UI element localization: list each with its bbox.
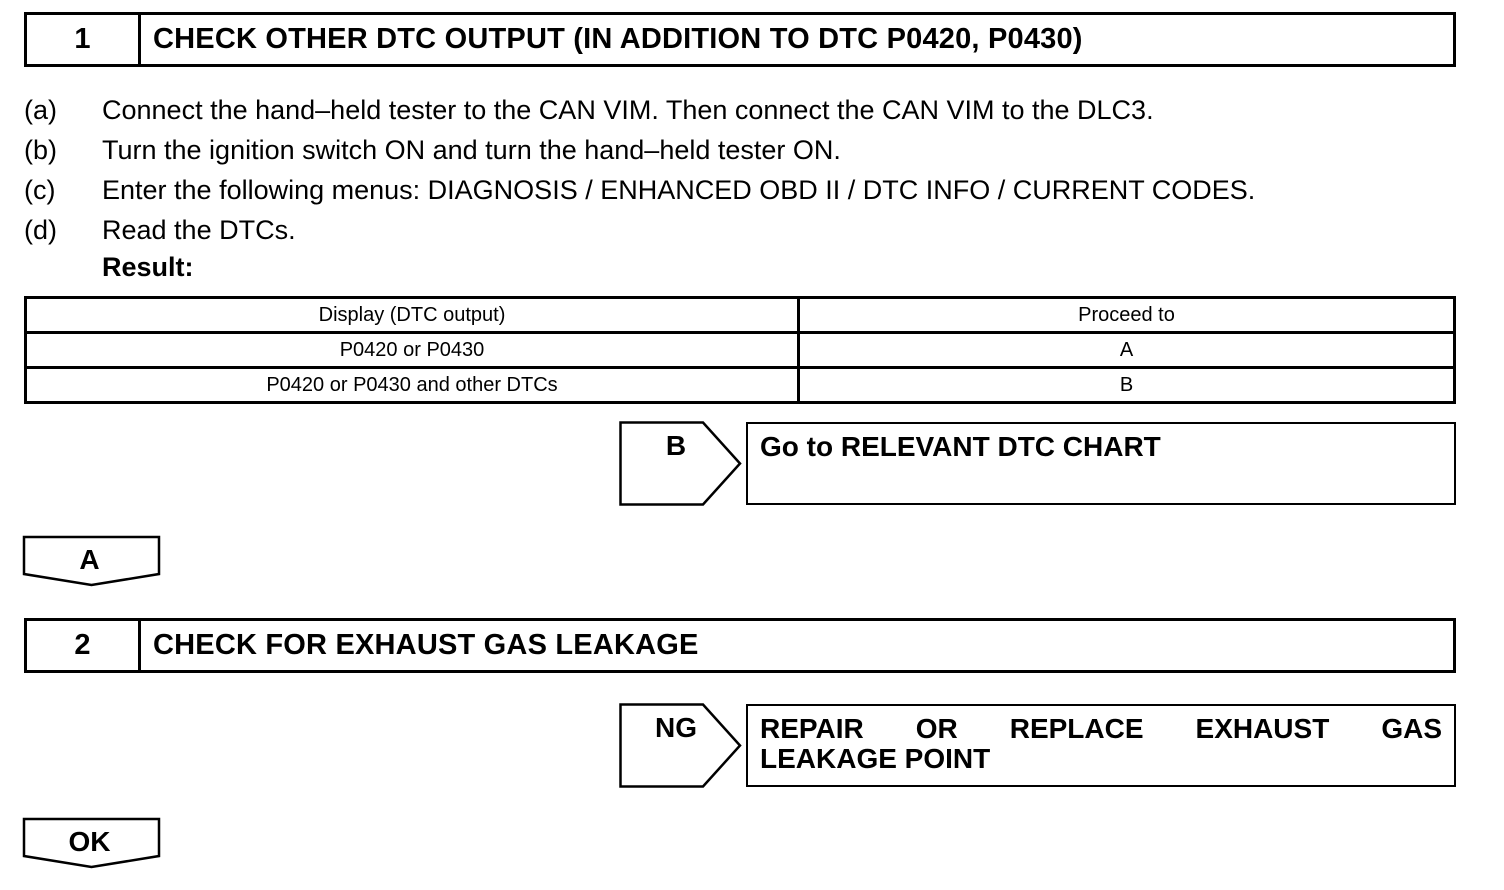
instruction-d bbox=[24, 210, 1484, 250]
instruction-text: Connect the hand–held tester to the CAN VIM. Then connect the CAN VIM to the DLC3. bbox=[102, 95, 1154, 125]
step-1-number: 1 bbox=[27, 15, 141, 64]
branch-ng-action-line-2: LEAKAGE POINT bbox=[760, 743, 991, 774]
instruction-text: Read the DTCs. bbox=[102, 215, 296, 245]
instruction-label: (d) bbox=[24, 215, 57, 245]
table-header-display: Display (DTC output) bbox=[26, 298, 799, 333]
instruction-b bbox=[24, 130, 1484, 170]
branch-b-action-box bbox=[746, 422, 1456, 505]
table-row bbox=[26, 368, 1455, 403]
step-1-title: CHECK OTHER DTC OUTPUT (IN ADDITION TO DTC P0420, P0430) bbox=[153, 23, 1083, 55]
branch-ng-action-box bbox=[746, 704, 1456, 787]
table-cell: P0420 or P0430 and other DTCs bbox=[26, 368, 799, 403]
table-header-proceed: Proceed to bbox=[799, 298, 1455, 333]
continue-ok-label: OK bbox=[68, 826, 111, 857]
table-row bbox=[26, 333, 1455, 368]
action-word: REPAIR bbox=[760, 713, 864, 744]
branch-b-label: B bbox=[665, 430, 687, 461]
instruction-label: (a) bbox=[24, 95, 57, 125]
step-1-header bbox=[24, 12, 1456, 67]
instruction-a bbox=[24, 90, 1484, 130]
action-word: OR bbox=[915, 713, 958, 744]
action-word: REPLACE bbox=[1009, 713, 1144, 744]
instruction-text: Enter the following menus: DIAGNOSIS / ENHANCED OBD II / DTC INFO / CURRENT CODES. bbox=[102, 175, 1256, 205]
instruction-label: (c) bbox=[24, 175, 56, 205]
branch-ng-action-line-1 bbox=[760, 714, 1442, 744]
table-cell: B bbox=[799, 368, 1455, 403]
step-2-number: 2 bbox=[27, 621, 141, 670]
step-2-header bbox=[24, 618, 1456, 673]
action-word: EXHAUST bbox=[1195, 713, 1330, 744]
step-2-title: CHECK FOR EXHAUST GAS LEAKAGE bbox=[153, 629, 699, 661]
action-word: GAS bbox=[1381, 713, 1442, 744]
table-cell: A bbox=[799, 333, 1455, 368]
continue-a-label: A bbox=[79, 544, 100, 575]
result-label: Result: bbox=[102, 252, 194, 282]
table-cell: P0420 or P0430 bbox=[26, 333, 799, 368]
instruction-c bbox=[24, 170, 1484, 210]
table-header-row bbox=[26, 298, 1455, 333]
branch-b-action-text: Go to RELEVANT DTC CHART bbox=[760, 431, 1161, 462]
result-table bbox=[24, 296, 1456, 404]
branch-ng-label: NG bbox=[655, 712, 697, 743]
instruction-label: (b) bbox=[24, 135, 57, 165]
instruction-text: Turn the ignition switch ON and turn the hand–held tester ON. bbox=[102, 135, 841, 165]
